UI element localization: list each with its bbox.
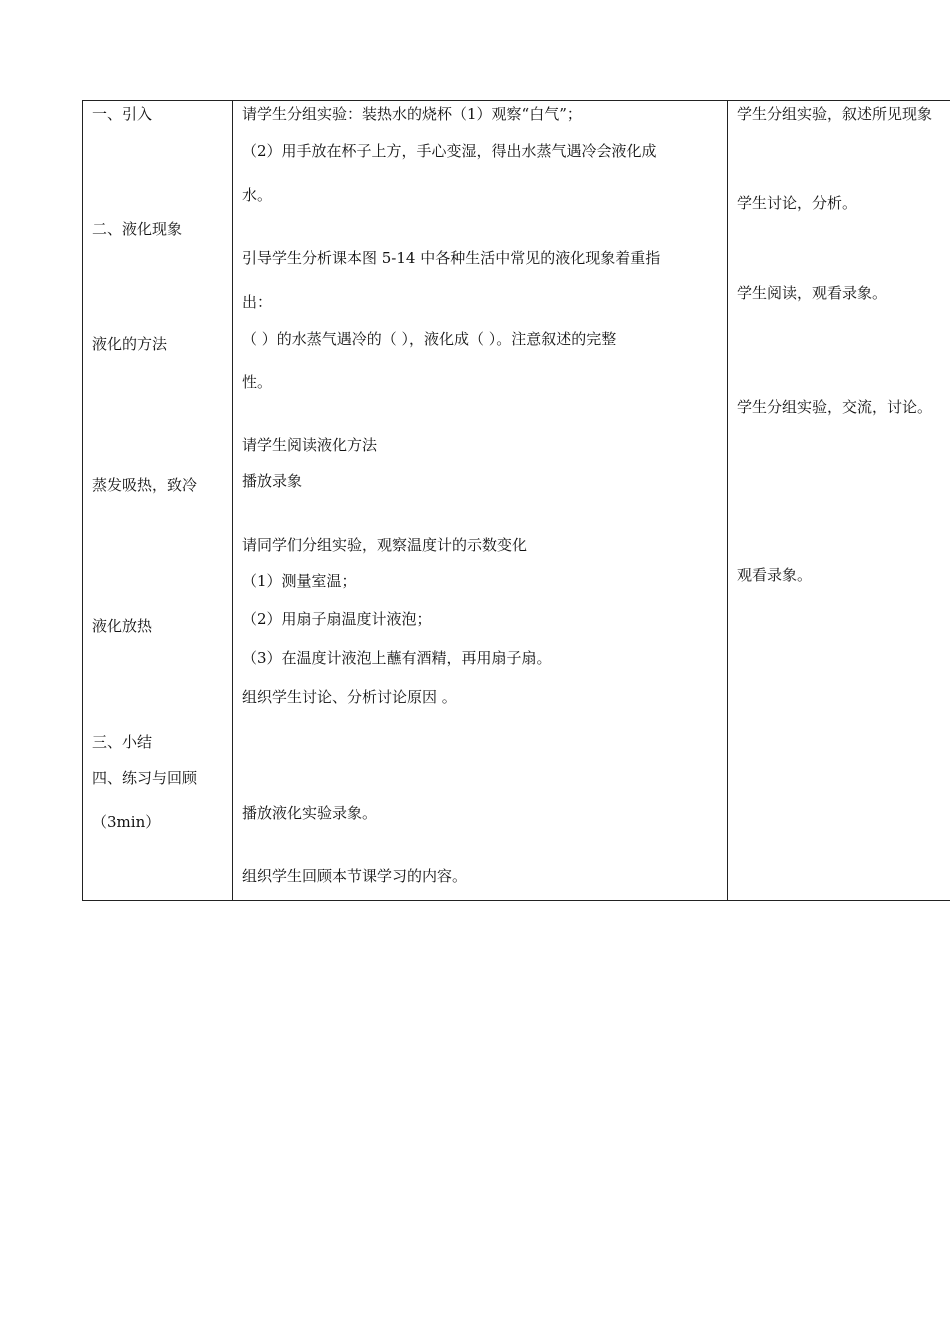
teacher-activity-line: 请同学们分组实验，观察温度计的示数变化: [242, 536, 528, 554]
section-evaporation: 蒸发吸热，致冷: [92, 476, 198, 494]
student-activity-line: 学生分组实验，交流，讨论。: [737, 398, 933, 416]
teacher-activity-line: （1）测量室温；: [242, 572, 357, 590]
section-liquefaction-heat: 液化放热: [92, 617, 153, 635]
student-activity-line: 学生分组实验，叙述所见现象: [737, 105, 933, 123]
teacher-activity-line: 组织学生讨论、分析讨论原因 。: [242, 688, 457, 706]
teacher-activity-line: 出：: [242, 293, 273, 311]
student-activity-line: 观看录象。: [737, 566, 813, 584]
teacher-activity-line: 请学生分组实验：装热水的烧杯（1）观察“白气”；: [242, 105, 582, 123]
teacher-activity-line: 引导学生分析课本图 5-14 中各种生活中常见的液化现象着重指: [242, 249, 661, 267]
teacher-activity-line: 水。: [242, 186, 273, 204]
section-liquefaction-methods: 液化的方法: [92, 335, 168, 353]
section-liquefaction-phenomenon: 二、液化现象: [92, 220, 183, 238]
column-divider-1: [232, 101, 233, 900]
lesson-plan-table: [82, 100, 950, 901]
teacher-activity-line: 性。: [242, 373, 273, 391]
section-duration: （3min）: [92, 813, 161, 831]
teacher-activity-line: 播放录象: [242, 472, 303, 490]
student-activity-line: 学生讨论，分析。: [737, 194, 858, 212]
teacher-activity-line: （ ）的水蒸气遇冷的（ ），液化成（ ）。注意叙述的完整: [242, 330, 617, 348]
section-intro: 一、引入: [92, 105, 153, 123]
teacher-activity-line: 请学生阅读液化方法: [242, 436, 378, 454]
section-practice: 四、练习与回顾: [92, 769, 198, 787]
teacher-activity-line: 组织学生回顾本节课学习的内容。: [242, 867, 468, 885]
column-divider-2: [727, 101, 728, 900]
teacher-activity-line: （2）用手放在杯子上方，手心变湿，得出水蒸气遇冷会液化成: [242, 142, 657, 160]
teacher-activity-line: （3）在温度计液泡上蘸有酒精，再用扇子扇。: [242, 649, 552, 667]
teacher-activity-line: 播放液化实验录象。: [242, 804, 378, 822]
student-activity-line: 学生阅读，观看录象。: [737, 284, 888, 302]
section-summary: 三、小结: [92, 733, 153, 751]
teacher-activity-line: （2）用扇子扇温度计液泡；: [242, 610, 432, 628]
